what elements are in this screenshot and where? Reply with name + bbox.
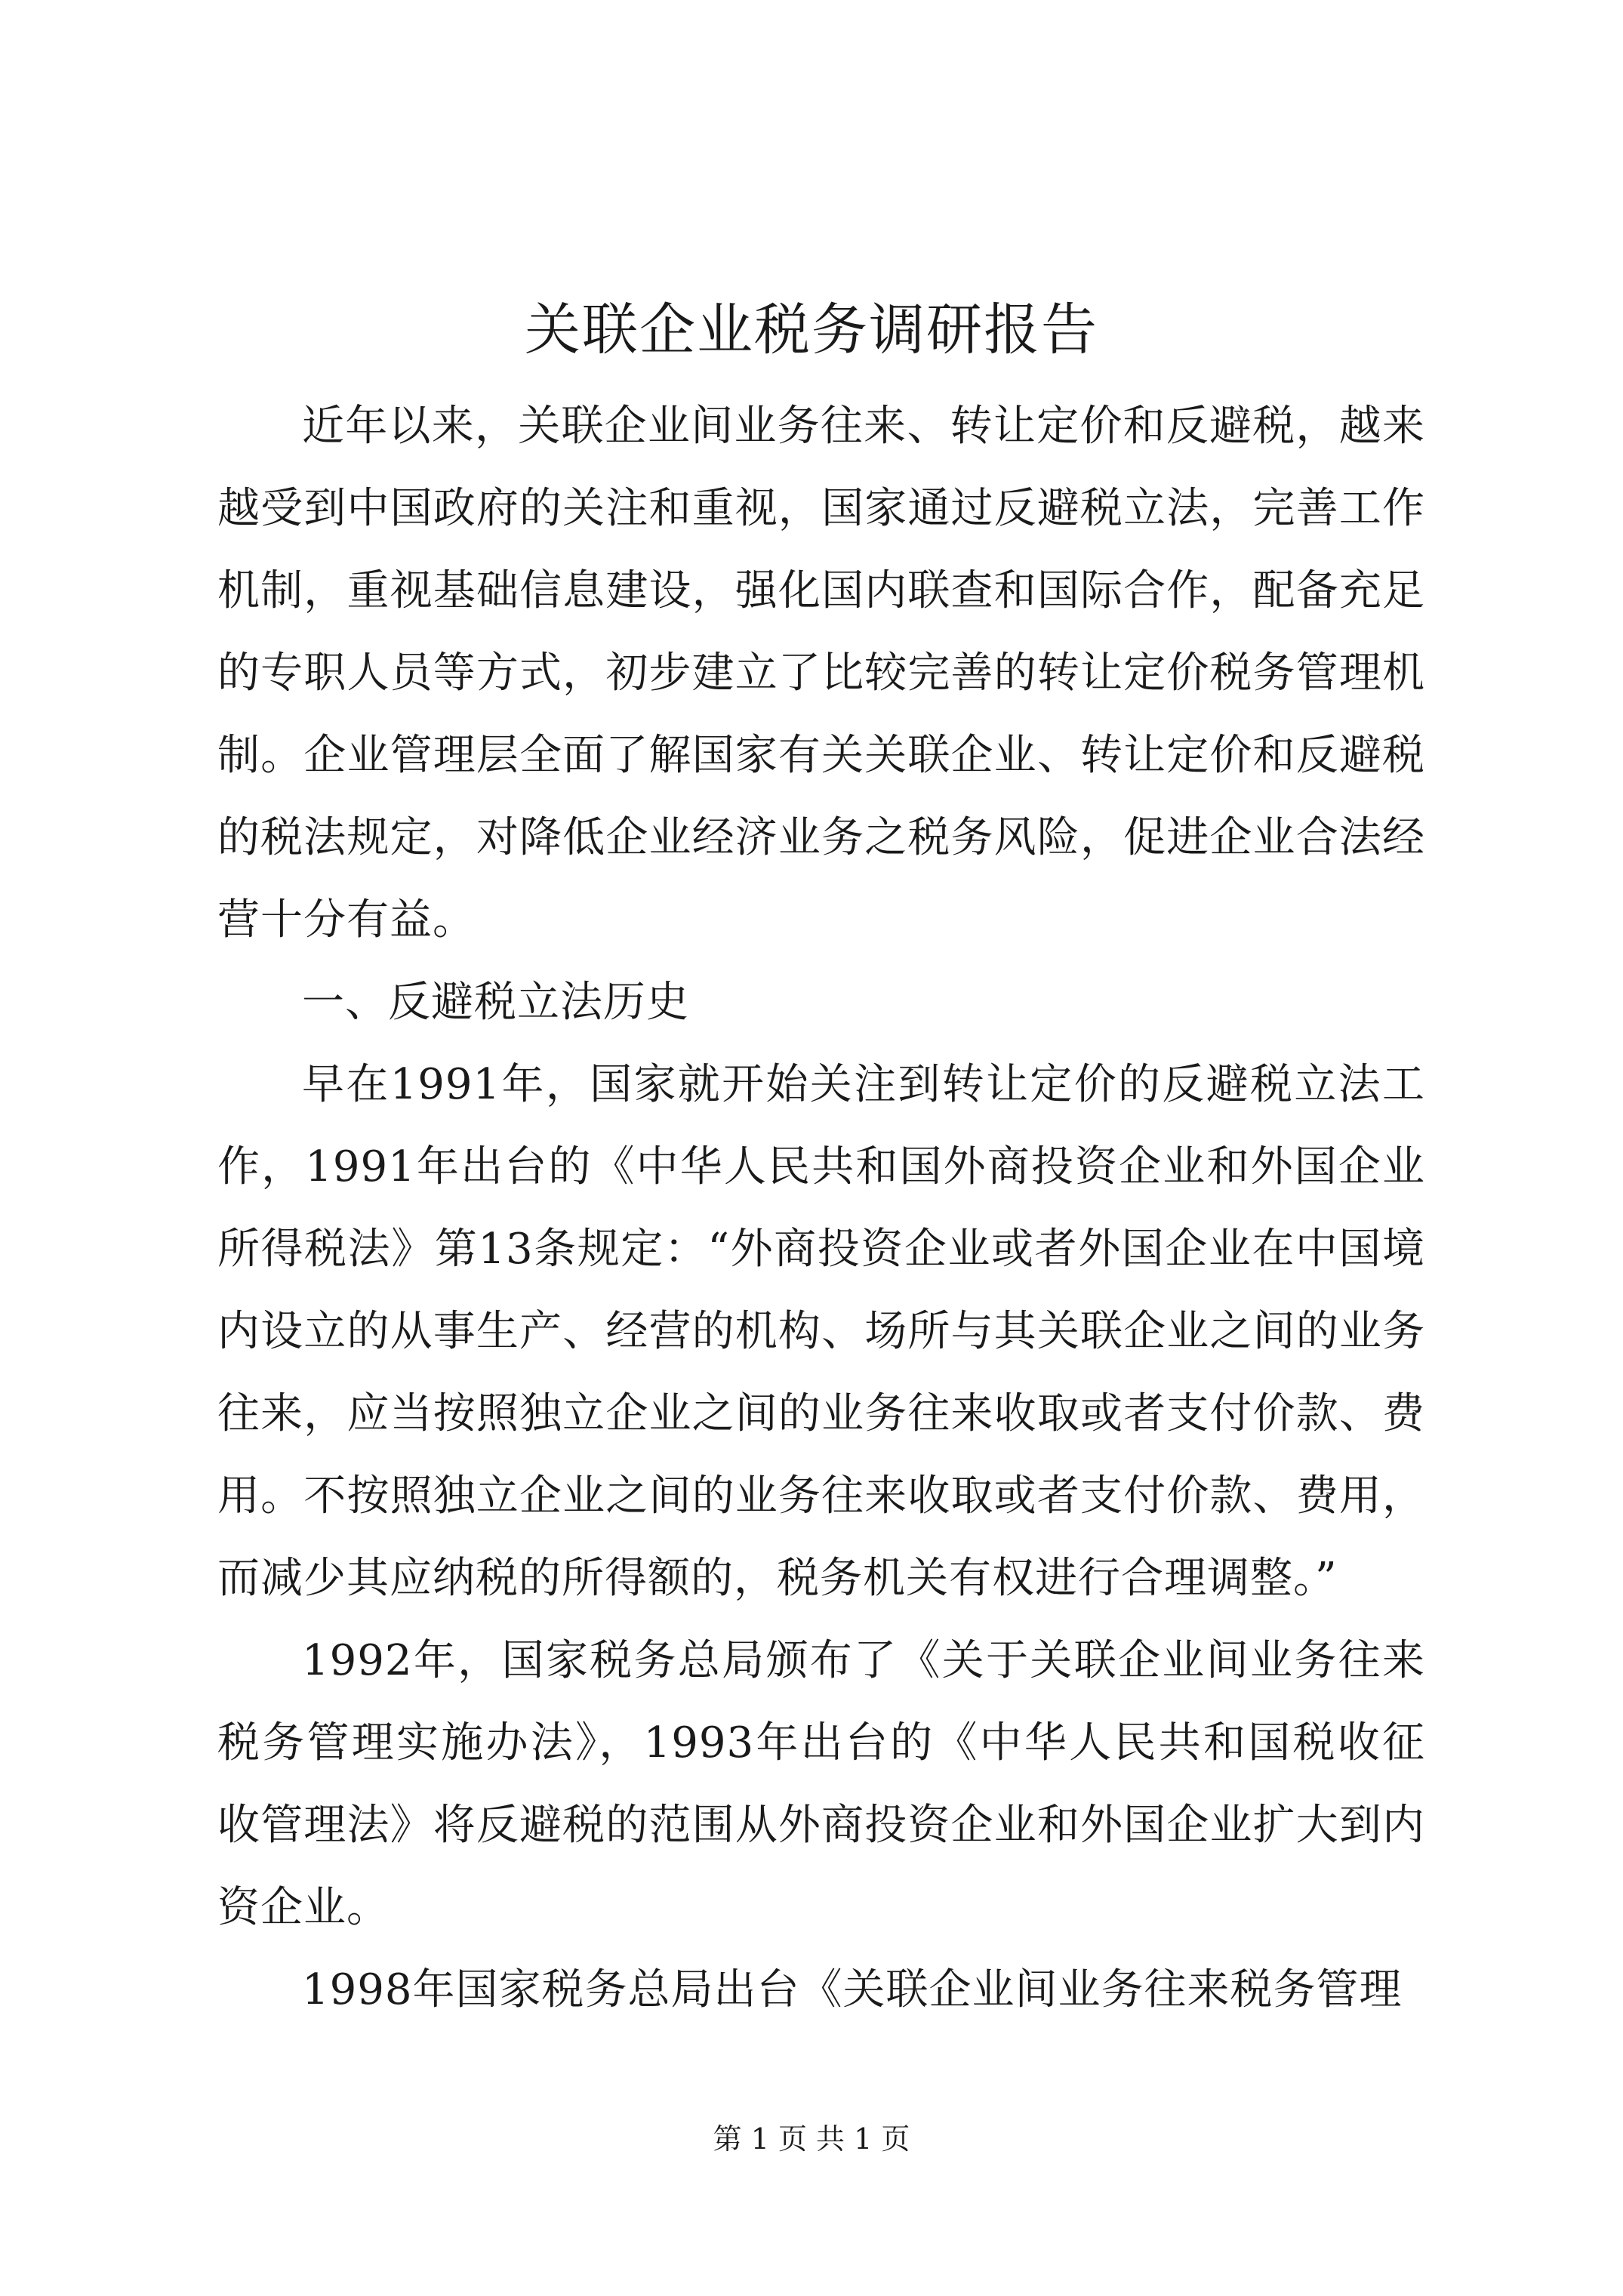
paragraph-1992-measures: 1992年，国家税务总局颁布了《关于关联企业间业务往来税务管理实施办法》，1993年出台的《中华人民共和国税收征收管理法》将反避税的范围从外商投资企业和外国企业扩大到内资企业。 [217, 1636, 1425, 1932]
section-heading: 一、反避税立法历史 [302, 978, 689, 1027]
page-footer: 第 1 页 共 1 页 [713, 2122, 910, 2156]
paragraph-1998-rules: 1998年国家税务总局出台《关联企业间业务往来税务管理 [302, 1965, 1403, 2014]
paragraph-1991-law: 早在1991年，国家就开始关注到转让定价的反避税立法工作，1991年出台的《中华人民共和国外商投资企业和外国企业所得税法》第13条规定：“外商投资企业或者外国企业在中国境内设立的从事生产、经营的机构、场所与其关联企业之间的业务往来，应当按照独立企业之间的业务往来收取或者支付价款、费用。不按照独立企业之间的业务往来收取或者支付价款、费用，而减少其应纳税的所得额的，税务机关有权进行合理调整。” [217, 1060, 1425, 1603]
document-body [217, 385, 1425, 2031]
document-title: 关联企业税务调研报告 [525, 297, 1098, 362]
paragraph-intro: 近年以来，关联企业间业务往来、转让定价和反避税，越来越受到中国政府的关注和重视，国家通过反避税立法，完善工作机制，重视基础信息建设，强化国内联查和国际合作，配备充足的专职人员等方式，初步建立了比较完善的转让定价税务管理机制。企业管理层全面了解国家有关关联企业、转让定价和反避税的税法规定，对降低企业经济业务之税务风险，促进企业合法经营十分有益。 [217, 402, 1425, 945]
